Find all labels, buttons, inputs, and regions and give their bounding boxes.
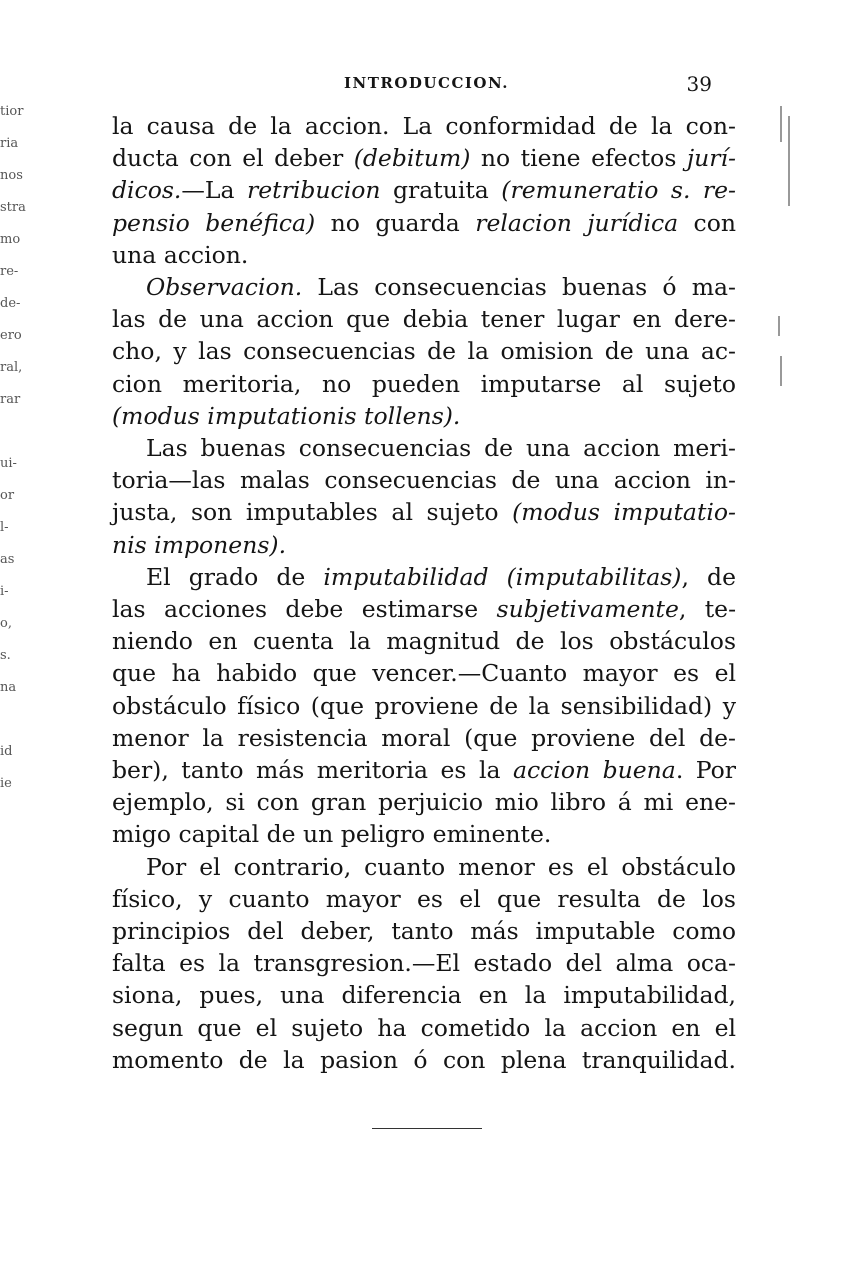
text-line: justa, son imputables al sujeto (modus imputatio- <box>112 498 736 527</box>
margin-fragment: nos <box>0 168 23 183</box>
margin-fragment: o, <box>0 616 12 631</box>
text-line: obstáculo físico (que proviene de la sensibilidad) y <box>112 691 736 720</box>
margin-fragment: na <box>0 680 17 695</box>
margin-fragment: ero <box>0 328 22 343</box>
margin-fragment: mo <box>0 232 21 247</box>
page-number: 39 <box>686 72 712 96</box>
text-line: El grado de imputabilidad (imputabilitas), de <box>146 562 736 591</box>
text-line: Por el contrario, cuanto menor es el obstáculo <box>146 852 736 881</box>
italic-term: pensio benéfica) <box>112 208 316 237</box>
italic-term: accion buena <box>512 756 676 785</box>
text-line: migo capital de un peligro eminente. <box>112 820 552 849</box>
margin-fragment: tior <box>0 104 24 119</box>
text-line: una accion. <box>112 240 249 269</box>
margin-fragment: de- <box>0 296 21 311</box>
italic-term: dicos. <box>112 176 182 205</box>
text-line: pensio benéfica) no guarda relacion jurídica con <box>112 208 737 237</box>
text-line: Observacion. Las consecuencias buenas ó ma- <box>146 273 736 302</box>
italic-term: (remuneratio s. re- <box>501 176 736 205</box>
margin-fragment: ie <box>0 776 12 791</box>
margin-fragment: ral, <box>0 360 23 375</box>
page-header <box>112 72 734 98</box>
text-line: menor la resistencia moral (que proviene del de- <box>112 723 736 752</box>
text-line: Las buenas consecuencias de una accion meri- <box>146 434 736 463</box>
text-line: segun que el sujeto ha cometido la accion en el <box>112 1013 736 1042</box>
italic-term: Observacion. <box>146 273 303 302</box>
text-line: cion meritoria, no pueden imputarse al sujeto <box>112 369 736 398</box>
margin-fragment: i- <box>0 584 9 599</box>
text-line: momento de la pasion ó con plena tranquilidad. <box>112 1045 736 1074</box>
text-line: que ha habido que vencer.—Cuanto mayor es el <box>112 659 736 688</box>
running-title: INTRODUCCION. <box>344 74 509 92</box>
margin-fragment: l- <box>0 520 9 535</box>
facing-page-bleed <box>0 96 30 956</box>
italic-term: (modus imputatio- <box>512 498 736 527</box>
text-line: toria—las malas consecuencias de una accion in- <box>112 466 736 495</box>
italic-term: (debitum) <box>353 144 471 173</box>
text-line: cho, y las consecuencias de la omision de una ac- <box>112 337 736 366</box>
margin-fragment: ui- <box>0 456 17 471</box>
end-rule <box>372 1128 482 1129</box>
right-margin-marks <box>776 96 796 416</box>
text-line: las de una accion que debia tener lugar en dere- <box>112 305 736 334</box>
text-line: la causa de la accion. La conformidad de la con- <box>112 112 736 140</box>
italic-term: jurí- <box>686 144 736 173</box>
margin-fragment: id <box>0 744 13 759</box>
margin-fragment: stra <box>0 200 26 215</box>
margin-fragment: ria <box>0 136 19 151</box>
text-line: niendo en cuenta la magnitud de los obstáculos <box>112 627 736 656</box>
margin-fragment <box>0 416 30 448</box>
text-line: siona, pues, una diferencia en la imputabilidad, <box>112 981 736 1010</box>
text-line: dicos.—La retribucion gratuita (remuneratio s. re- <box>112 176 736 205</box>
margin-fragment <box>0 704 30 736</box>
italic-term: relacion jurídica <box>475 208 679 237</box>
italic-term: nis imponens). <box>112 530 287 559</box>
body-text <box>112 110 736 1076</box>
margin-fragment: re- <box>0 264 19 279</box>
italic-term: subjetivamente <box>496 595 679 624</box>
italic-term: (modus imputationis tollens). <box>112 401 461 430</box>
margin-fragment: rar <box>0 392 21 407</box>
margin-fragment: s. <box>0 648 11 663</box>
text-line: ber), tanto más meritoria es la accion buena. Por <box>112 756 736 785</box>
text-line <box>112 529 736 561</box>
text-line: ducta con el deber (debitum) no tiene efectos jurí- <box>112 144 736 173</box>
text-line: ejemplo, si con gran perjuicio mio libro á mi ene- <box>112 788 736 817</box>
italic-term: imputabilidad (imputabilitas) <box>323 562 682 591</box>
margin-fragment: as <box>0 552 15 567</box>
italic-term: retribucion <box>247 176 381 205</box>
text-line <box>112 400 736 432</box>
margin-fragment: or <box>0 488 15 503</box>
text-line: físico, y cuanto mayor es el que resulta de los <box>112 884 736 913</box>
text-line: falta es la transgresion.—El estado del alma oca- <box>112 949 736 978</box>
text-line: principios del deber, tanto más imputable como <box>112 917 736 946</box>
text-line: las acciones debe estimarse subjetivamente, te- <box>112 595 737 624</box>
